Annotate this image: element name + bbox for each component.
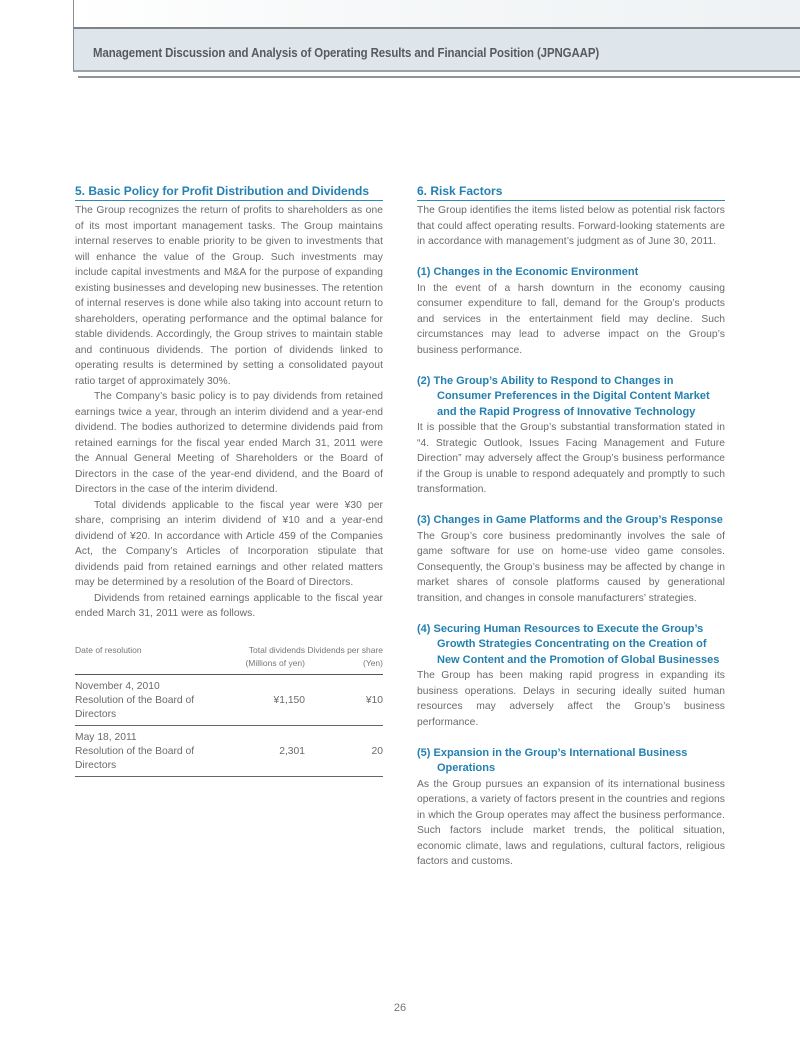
risk-item-title: (3) Changes in Game Platforms and the Group’s Response (417, 514, 723, 526)
risk-item-text: The Group has been making rapid progress in expanding its business operations. Delays in securing ideally suited human resources may adversely affect the Group’s business performance. (417, 670, 725, 728)
paragraph: The Group identifies the items listed below as potential risk factors that could affect operating results. Forward-looking statements are in accordance with management’s judgment as of June 30, 2011. (417, 205, 725, 247)
risk-item-title: (1) Changes in the Economic Environment (417, 266, 639, 278)
col-header-total: Total dividends (Millions of yen) (225, 644, 305, 675)
risk-item-title: (5) Expansion in the Group’s International Business Operations (417, 746, 688, 774)
cell-per-share: ¥10 (305, 674, 383, 725)
dividends-table (75, 644, 383, 777)
section-heading: 6. Risk Factors (417, 184, 725, 201)
page-header-title: Management Discussion and Analysis of Operating Results and Financial Position (JPNGAAP) (93, 45, 600, 60)
risk-item-text: It is possible that the Group’s substantial transformation stated in “4. Strategic Outlook, Issues Facing Management and Future Direction” may adversely affect the Group’s business performance if the Group is unable to respond adequately and promptly to such transformation. (417, 422, 725, 495)
table-row (75, 674, 383, 725)
header-top-panel (73, 0, 800, 27)
risk-item-title: (2) The Group’s Ability to Respond to Changes in Consumer Preferences in the Digital Content Market and the Rapid Progress of Innovative Technology (417, 374, 710, 418)
cell-date: May 18, 2011 Resolution of the Board of Directors (75, 725, 225, 776)
cell-per-share: 20 (305, 725, 383, 776)
col-header-per-share: Dividends per share (Yen) (305, 644, 383, 675)
section-heading: 5. Basic Policy for Profit Distribution and Dividends (75, 184, 383, 201)
paragraph: The Group recognizes the return of profits to shareholders as one of its most important management tasks. The Group maintains internal reserves to enable priority to be given to investments that will enhance the value of the Group. Such investments may include capital investments and M&A for the purpose of expanding existing businesses and developing new businesses. The retention of internal reserves is done while also taking into account return to shareholders, operating performance and the optimal balance for stable dividends. Accordingly, the Group strives to maintain stable and continuous dividends. The portion of dividends linked to operating results is determined by setting a consolidated payout ratio target of approximately 30%. (75, 205, 383, 387)
paragraph: The Company’s basic policy is to pay dividends from retained earnings twice a year, through an interim dividend and a year-end dividend. The bodies authorized to determine dividends paid from retained earnings for the fiscal year ended March 31, 2011 were the Annual General Meeting of Shareholders or the Board of Directors in the case of the year-end dividend, and the Board of Directors in the case of the interim dividend. (75, 391, 383, 495)
risk-item-text: As the Group pursues an expansion of its international business operations, a variety of factors present in the countries and regions in which the Group operates may affect the business performance. Such factors include market trends, the political situation, economic climate, laws and regulations, cultural factors, religious factors and customs. (417, 778, 725, 867)
paragraph: Dividends from retained earnings applicable to the fiscal year ended March 31, 2011 were as follows. (75, 592, 383, 619)
page-number: 26 (393, 1002, 407, 1014)
risk-item-title: (4) Securing Human Resources to Execute the Group’s Growth Strategies Concentrating on the Creation of New Content and the Promotion of Global Businesses (417, 622, 720, 666)
col-header-date: Date of resolution (75, 644, 225, 675)
section-dividend-policy (75, 184, 383, 777)
cell-total: ¥1,150 (225, 674, 305, 725)
risk-item-text: In the event of a harsh downturn in the economy causing consumer expenditure to fall, demand for the Group’s products and services in the entertainment field may decline. Such circumstances may lead to adverse impact on the Group’s business performance. (417, 282, 725, 356)
risk-item-text: The Group’s core business predominantly involves the sale of game software for use on home-use video game consoles. Consequently, the Group’s business may be affected by change in market shares of console platforms caused by generational transition, and changes in console manufacturers’ strategies. (417, 530, 725, 604)
table-header-row (75, 644, 383, 675)
paragraph: Total dividends applicable to the fiscal year were ¥30 per share, comprising an interim dividend of ¥10 and a year-end dividend of ¥20. In accordance with Article 459 of the Companies Act, the Company’s Articles of Incorporation stipulate that dividends paid from retained earnings and other related matters may be determined by a resolution of the Board of Directors. (75, 499, 383, 588)
cell-date: November 4, 2010 Resolution of the Board of Directors (75, 674, 225, 725)
section-risk-factors (417, 184, 725, 870)
table-row (75, 725, 383, 776)
header-shadow-line (78, 76, 800, 78)
cell-total: 2,301 (225, 725, 305, 776)
